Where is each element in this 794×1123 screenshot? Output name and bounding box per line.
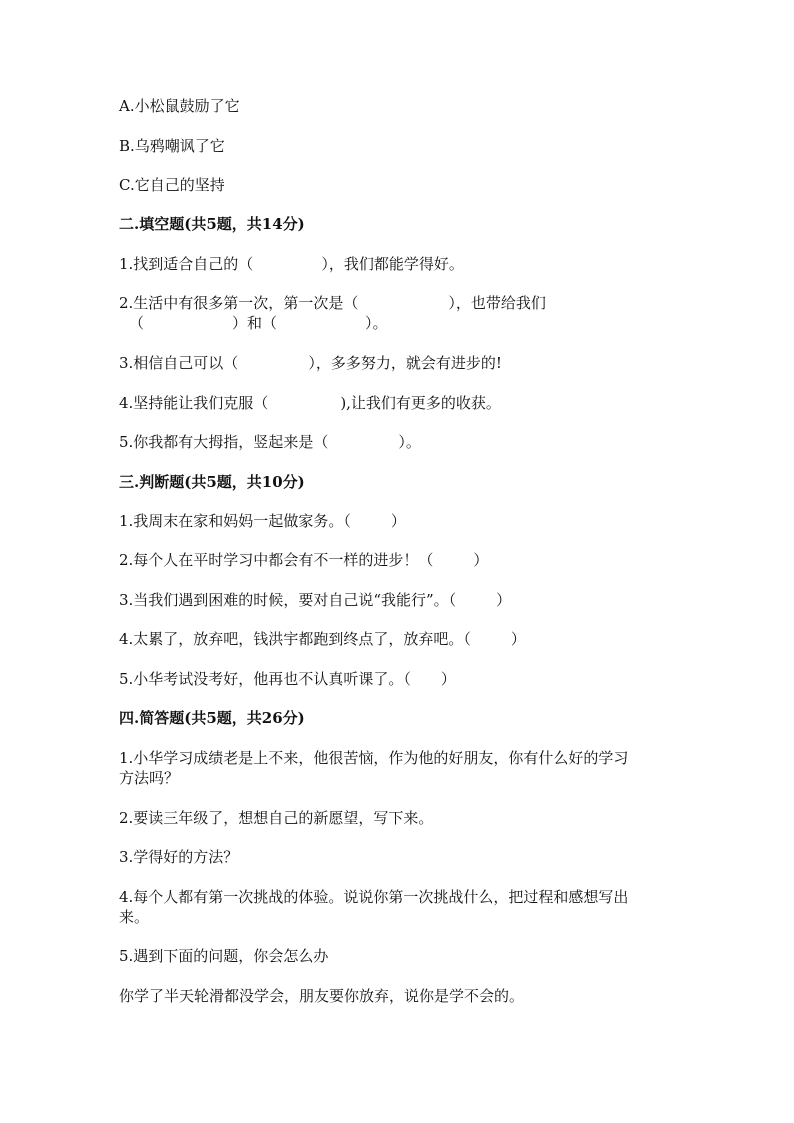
short-question-5-scenario: 你学了半天轮滑都没学会，朋友要你放弃，说你是学不会的。 <box>119 987 525 1005</box>
question-text: ）。 <box>365 314 388 332</box>
option-b: B.乌鸦嘲讽了它 <box>119 137 225 155</box>
fill-question-2 <box>119 293 546 313</box>
question-text: 5.小华考试没考好，他再也不认真听课了。（ <box>119 670 411 688</box>
question-text: 3.相信自己可以（ <box>119 354 239 372</box>
question-text: ） <box>390 512 406 530</box>
short-question-1: 1.小华学习成绩老是上不来，他很苦恼，作为他的好朋友，你有什么好的学习 <box>119 749 629 767</box>
section-2-title: 二.填空题(共5题，共14分) <box>119 215 305 233</box>
question-text: ） <box>440 670 456 688</box>
section-3-title: 三.判断题(共5题，共10分) <box>119 473 305 491</box>
question-text: ） <box>510 630 526 648</box>
short-question-2: 2.要读三年级了，想想自己的新愿望，写下来。 <box>119 809 434 827</box>
option-c: C.它自己的坚持 <box>119 176 225 194</box>
short-question-4-cont: 来。 <box>119 908 150 926</box>
question-text: ),让我们有更多的收获。 <box>340 394 501 412</box>
judge-question-3 <box>119 590 511 610</box>
fill-question-2-cont <box>129 313 388 333</box>
judge-question-1 <box>119 511 406 531</box>
question-text: 1.我周末在家和妈妈一起做家务。（ <box>119 512 351 530</box>
judge-question-5 <box>119 669 456 689</box>
question-text: 1.找到适合自己的（ <box>119 255 254 273</box>
question-text: ） <box>496 591 512 609</box>
question-text: 4.坚持能让我们克服（ <box>119 394 269 412</box>
short-question-3: 3.学得好的方法？ <box>119 848 239 866</box>
question-text: 2.每个人在平时学习中都会有不一样的进步！（ <box>119 551 434 569</box>
short-question-5: 5.遇到下面的问题，你会怎么办 <box>119 947 329 965</box>
fill-question-1 <box>119 254 464 274</box>
question-text: ） <box>473 551 489 569</box>
question-text: ），我们都能学得好。 <box>321 255 464 273</box>
fill-question-4 <box>119 393 501 413</box>
question-text: 5.你我都有大拇指，竖起来是（ <box>119 433 329 451</box>
option-a: A.小松鼠鼓励了它 <box>119 97 240 115</box>
question-text: （ <box>129 314 145 332</box>
judge-question-2 <box>119 550 488 570</box>
question-text: 3.当我们遇到困难的时候，要对自己说“我能行”。（ <box>119 591 457 609</box>
fill-question-5 <box>119 432 421 452</box>
judge-question-4 <box>119 629 526 649</box>
question-text: ），也带给我们 <box>448 294 546 312</box>
short-question-1-cont: 方法吗？ <box>119 769 180 787</box>
question-text: 2.生活中有很多第一次，第一次是（ <box>119 294 359 312</box>
question-text: ）。 <box>398 433 421 451</box>
question-text: ）和（ <box>232 314 278 332</box>
section-4-title: 四.简答题(共5题，共26分) <box>119 709 305 727</box>
question-text: ），多多努力，就会有进步的! <box>308 354 502 372</box>
question-text: 4.太累了，放弃吧，钱洪宇都跑到终点了，放弃吧。（ <box>119 630 471 648</box>
short-question-4: 4.每个人都有第一次挑战的体验。说说你第一次挑战什么，把过程和感想写出 <box>119 888 629 906</box>
fill-question-3 <box>119 353 502 373</box>
